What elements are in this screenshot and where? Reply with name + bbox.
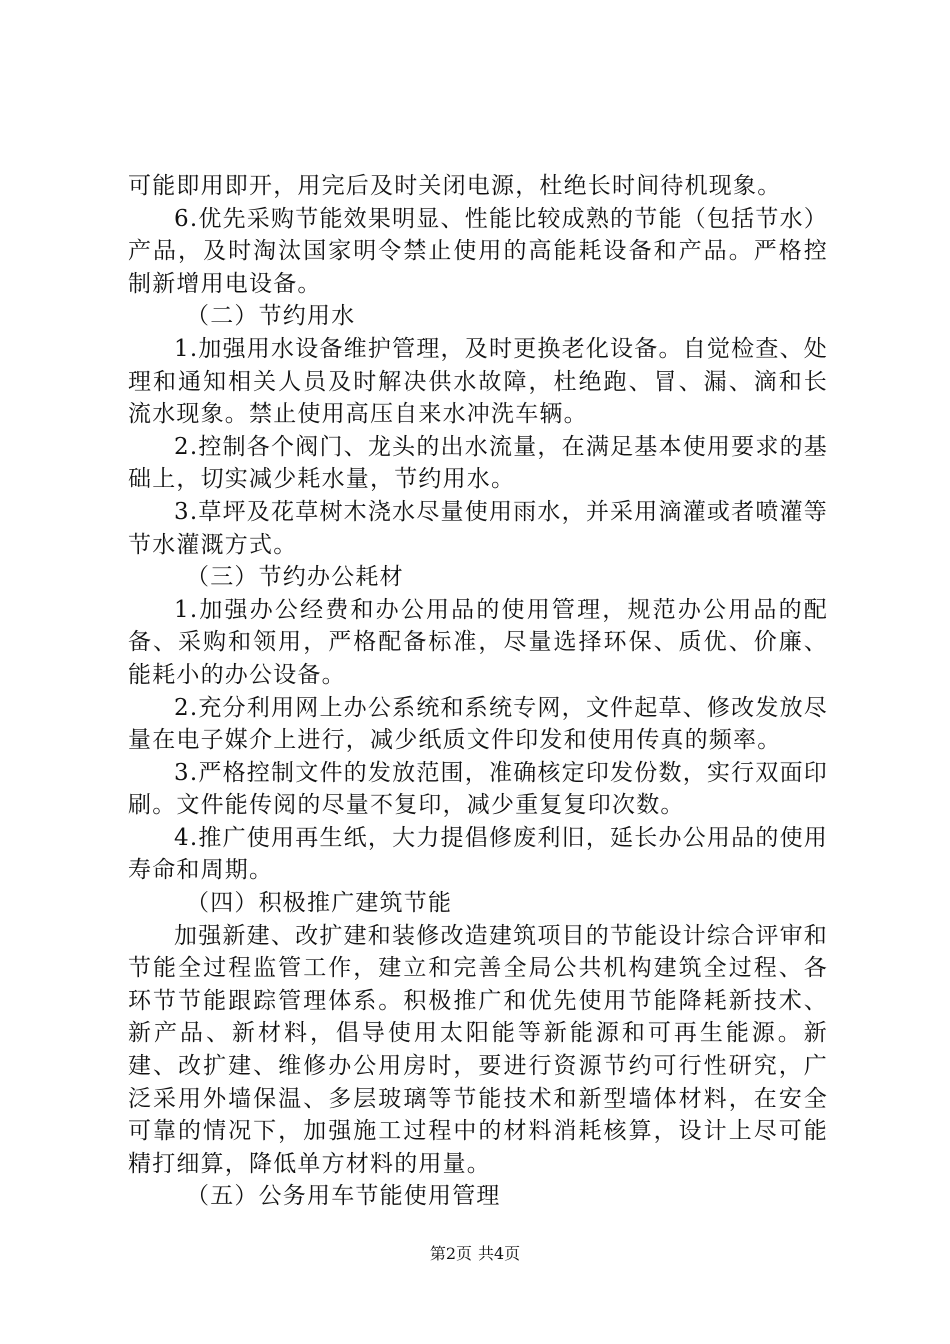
paragraph-water-3: 3.草坪及花草树木浇水尽量使用雨水，并采用滴灌或者喷灌等节水灌溉方式。 — [128, 498, 828, 558]
paragraph-office-3: 3.严格控制文件的发放范围，准确核定印发份数，实行双面印刷。文件能传阅的尽量不复印，减少重复复印次数。 — [128, 759, 828, 819]
paragraph-building: 加强新建、改扩建和装修改造建筑项目的节能设计综合评审和节能全过程监管工作，建立和完善全局公共机构建筑全过程、各环节节能跟踪管理体系。积极推广和优先使用节能降耗新技术、新产品、新材料，倡导使用太阳能等新能源和可再生能源。新建、改扩建、维修办公用房时，要进行资源节约可行性研究，广泛采用外墙保温、多层玻璃等节能技术和新型墙体材料，在安全可靠的情况下，加强施工过程中的材料消耗核算，设计上尽可能精打细算，降低单方材料的用量。 — [128, 922, 828, 1177]
page-footer — [0, 1244, 950, 1264]
section-heading-building: （四）积极推广建筑节能 — [186, 890, 453, 917]
section-heading-vehicles: （五）公务用车节能使用管理 — [186, 1183, 501, 1210]
document-body — [128, 170, 828, 1213]
paragraph-continuation: 可能即用即开，用完后及时关闭电源，杜绝长时间待机现象。 — [128, 173, 782, 199]
page-total: 共4页 — [478, 1244, 521, 1263]
paragraph-office-4: 4.推广使用再生纸，大力提倡修废利旧，延长办公用品的使用寿命和周期。 — [128, 824, 828, 884]
paragraph-water-2: 2.控制各个阀门、龙头的出水流量，在满足基本使用要求的基础上，切实减少耗水量，节约用水。 — [128, 433, 828, 493]
section-heading-water: （二）节约用水 — [186, 303, 356, 330]
section-heading-office-supplies: （三）节约办公耗材 — [186, 564, 404, 591]
paragraph-office-1: 1.加强办公经费和办公用品的使用管理，规范办公用品的配备、采购和领用，严格配备标准，尽量选择环保、质优、价廉、能耗小的办公设备。 — [128, 596, 828, 688]
page-number: 第2页 — [429, 1244, 472, 1263]
paragraph-office-2: 2.充分利用网上办公系统和系统专网，文件起草、修改发放尽量在电子媒介上进行，减少纸质文件印发和使用传真的频率。 — [128, 694, 828, 754]
paragraph-item-6: 6.优先采购节能效果明显、性能比较成熟的节能（包括节水）产品，及时淘汰国家明令禁止使用的高能耗设备和产品。严格控制新增用电设备。 — [128, 205, 828, 297]
paragraph-water-1: 1.加强用水设备维护管理，及时更换老化设备。自觉检查、处理和通知相关人员及时解决供水故障，杜绝跑、冒、漏、滴和长流水现象。禁止使用高压自来水冲洗车辆。 — [128, 335, 828, 428]
